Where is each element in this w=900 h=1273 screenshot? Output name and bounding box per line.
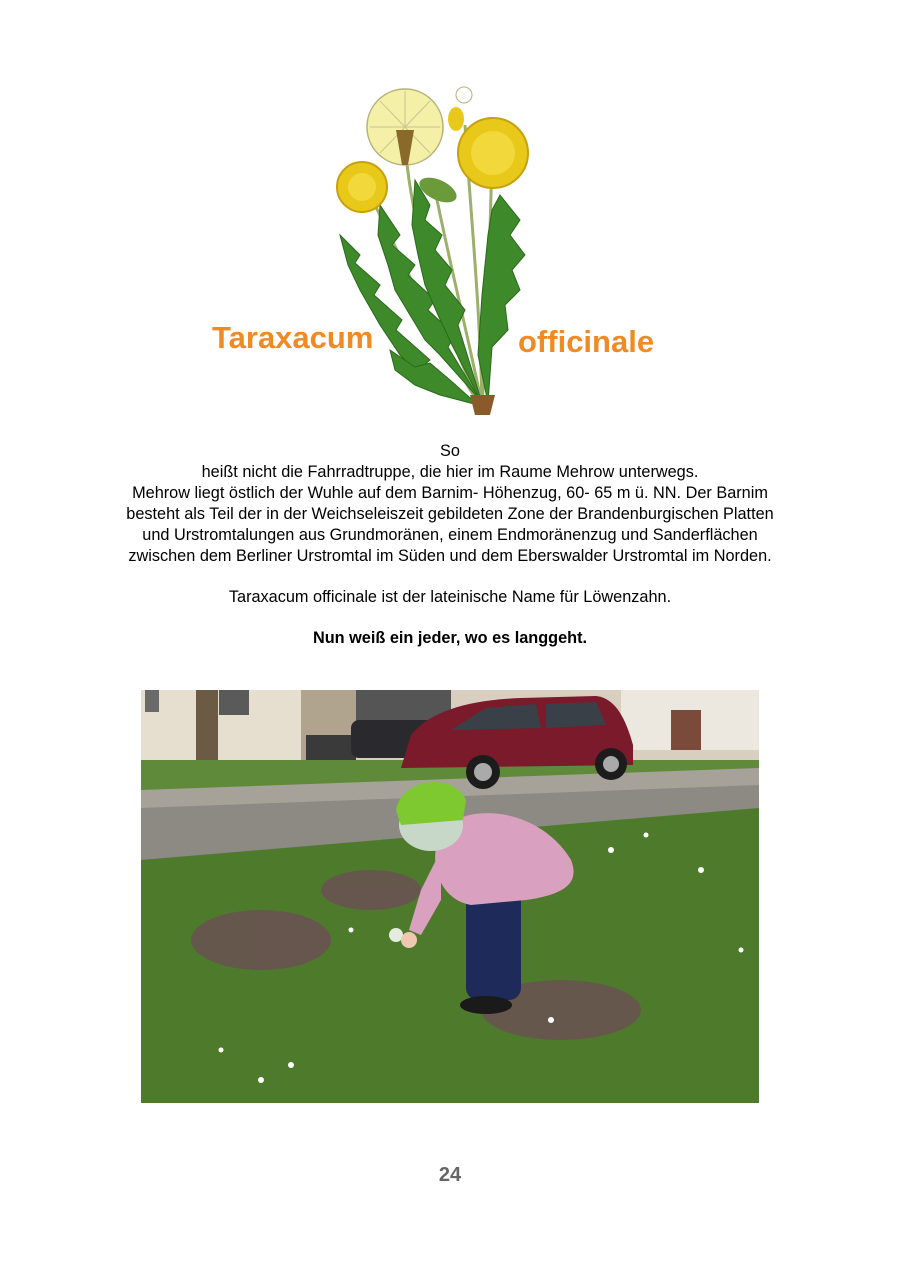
page-number: 24	[438, 1164, 462, 1186]
paragraph-line: Mehrow liegt östlich der Wuhle auf dem Barnim- Höhenzug, 60- 65 m ü. NN. Der Barnim	[132, 484, 768, 502]
paragraph-line: heißt nicht die Fahrradtruppe, die hier im Raume Mehrow unterwegs.	[201, 463, 699, 481]
photo-child-picking-dandelion	[141, 690, 759, 1103]
title-word-taraxacum: Taraxacum	[212, 320, 374, 355]
paragraph-line: So	[440, 442, 460, 460]
paragraph-line: zwischen dem Berliner Urstromtal im Süden und dem Eberswalder Urstromtal im Norden.	[128, 547, 772, 565]
body-text	[60, 441, 840, 649]
paragraph-line: besteht als Teil der in der Weichseleiszeit gebildeten Zone der Brandenburgischen Platten	[126, 505, 774, 523]
title-word-officinale: officinale	[518, 324, 655, 359]
paragraph-line: und Urstromtalungen aus Grundmoränen, einem Endmoränenzug und Sanderflächen	[142, 526, 758, 544]
dandelion-illustration	[330, 85, 540, 420]
latin-name-sentence: Taraxacum officinale ist der lateinische Name für Löwenzahn.	[228, 588, 672, 606]
closing-sentence: Nun weiß ein jeder, wo es langgeht.	[312, 629, 588, 647]
